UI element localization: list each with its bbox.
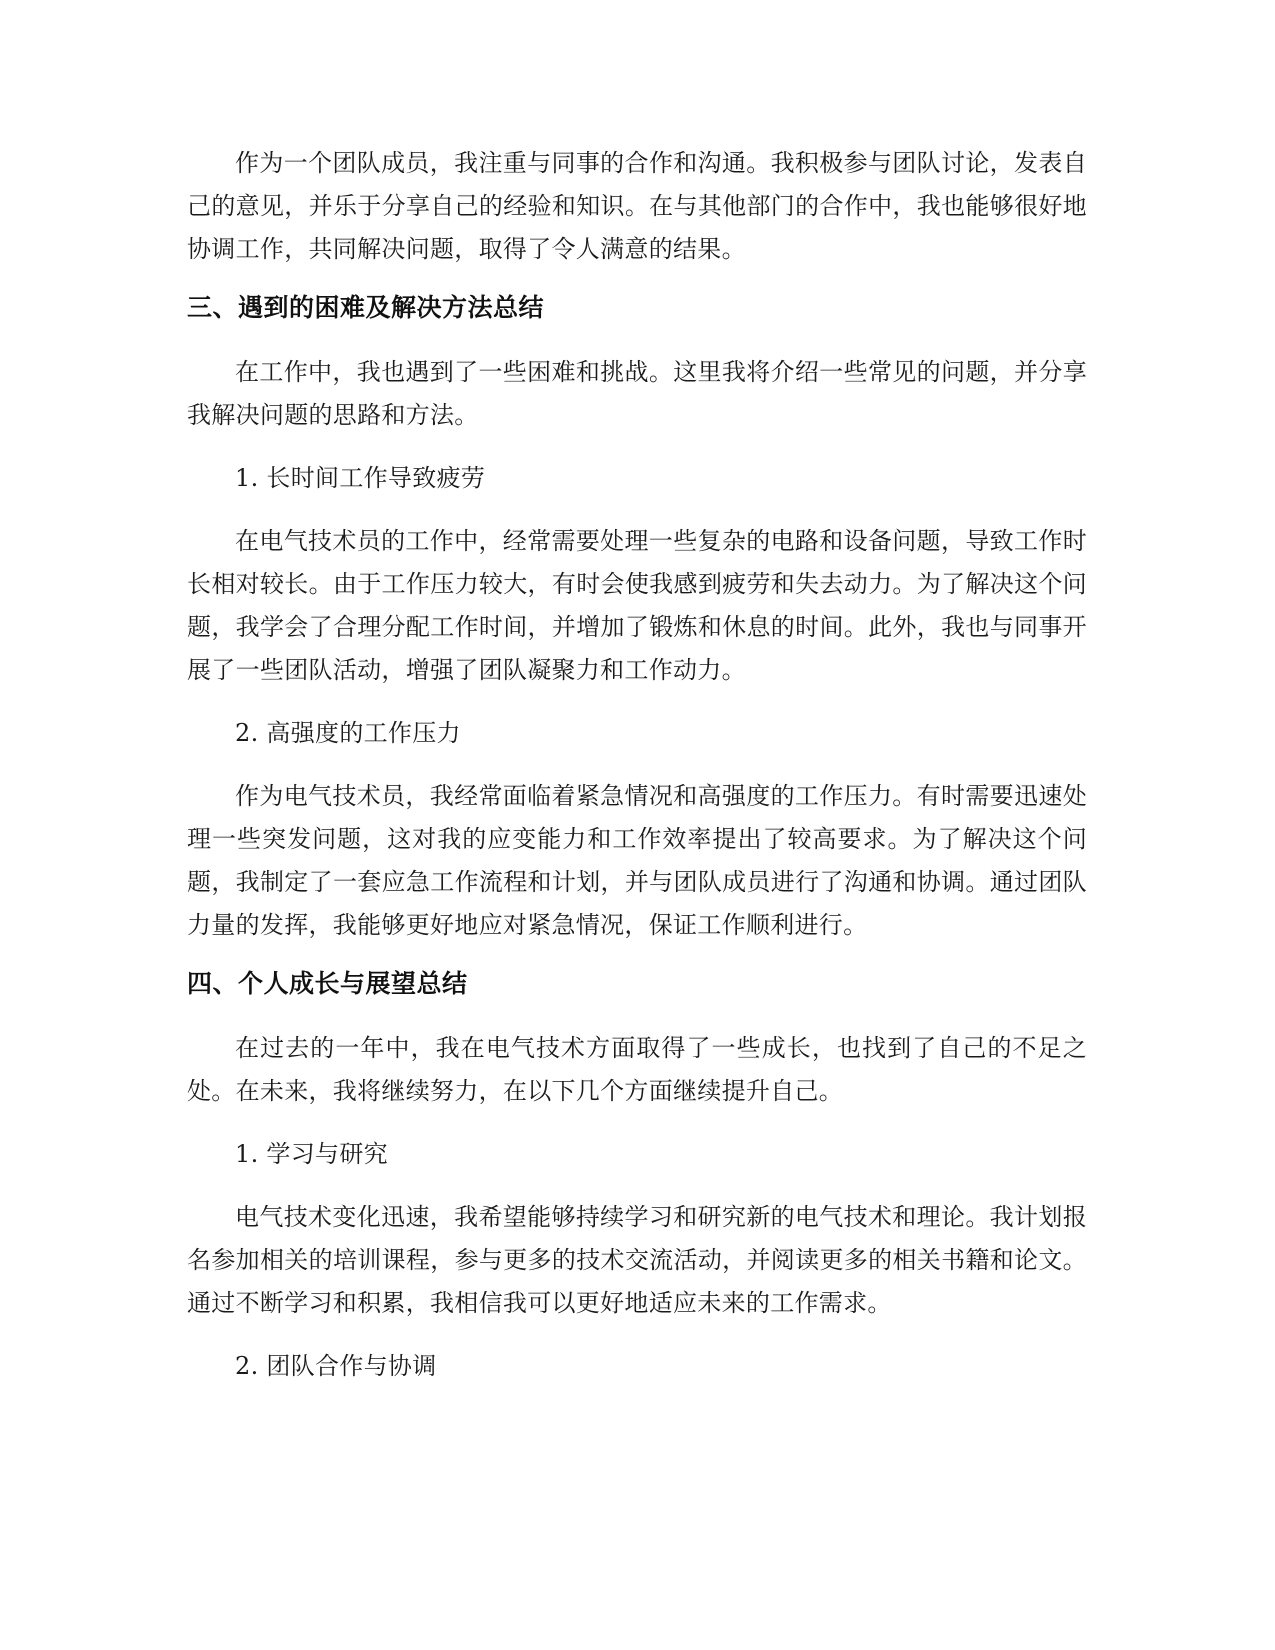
paragraph-growth-intro: 在过去的一年中，我在电气技术方面取得了一些成长，也找到了自己的不足之处。在未来，我将继续努力，在以下几个方面继续提升自己。: [187, 1034, 1087, 1105]
paragraph-block: [187, 775, 1087, 947]
paragraph-study: 电气技术变化迅速，我希望能够持续学习和研究新的电气技术和理论。我计划报名参加相关的培训课程，参与更多的技术交流活动，并阅读更多的相关书籍和论文。通过不断学习和积累，我相信我可以更好地适应未来的工作需求。: [187, 1203, 1087, 1317]
paragraph-block: [187, 1196, 1087, 1325]
document-body: [187, 142, 1087, 1408]
section-heading-growth: 四、个人成长与展望总结: [187, 969, 468, 998]
paragraph-block: [187, 1027, 1087, 1113]
paragraph-block: [187, 142, 1087, 271]
item-title-fatigue: 1. 长时间工作导致疲劳: [235, 464, 486, 492]
paragraph-difficulties-intro: 在工作中，我也遇到了一些困难和挑战。这里我将介绍一些常见的问题，并分享我解决问题的思路和方法。: [187, 358, 1087, 429]
paragraph-pressure: 作为电气技术员，我经常面临着紧急情况和高强度的工作压力。有时需要迅速处理一些突发问题，这对我的应变能力和工作效率提出了较高要求。为了解决这个问题，我制定了一套应急工作流程和计划，并与团队成员进行了沟通和协调。通过团队力量的发挥，我能够更好地应对紧急情况，保证工作顺利进行。: [187, 782, 1087, 939]
item-title-pressure: 2. 高强度的工作压力: [235, 719, 461, 747]
item-title-study: 1. 学习与研究: [235, 1140, 388, 1168]
item-title-team: 2. 团队合作与协调: [235, 1352, 437, 1380]
paragraph-teamwork: 作为一个团队成员，我注重与同事的合作和沟通。我积极参与团队讨论，发表自己的意见，并乐于分享自己的经验和知识。在与其他部门的合作中，我也能够很好地协调工作，共同解决问题，取得了令人满意的结果。: [187, 149, 1087, 263]
paragraph-block: [187, 351, 1087, 437]
paragraph-fatigue: 在电气技术员的工作中，经常需要处理一些复杂的电路和设备问题，导致工作时长相对较长。由于工作压力较大，有时会使我感到疲劳和失去动力。为了解决这个问题，我学会了合理分配工作时间，并增加了锻炼和休息的时间。此外，我也与同事开展了一些团队活动，增强了团队凝聚力和工作动力。: [187, 527, 1087, 684]
section-heading-difficulties: 三、遇到的困难及解决方法总结: [187, 293, 545, 322]
paragraph-block: [187, 520, 1087, 692]
